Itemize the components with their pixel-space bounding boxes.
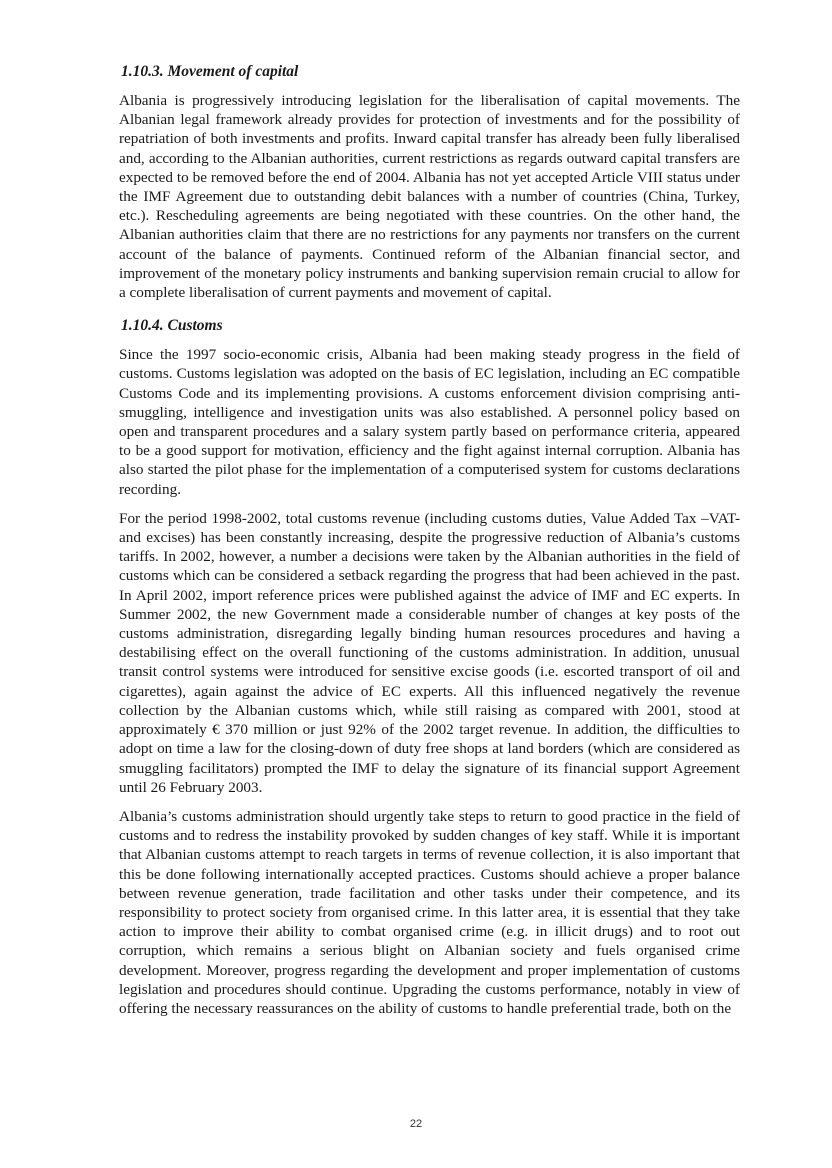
paragraph-customs-progress: Since the 1997 socio-economic crisis, Albania had been making steady progress in the field of customs. Customs legislation was adopted on the basis of EC legislation, including an EC compatible Customs Code and its implementing provisions. A customs enforcement division comprising anti-smuggling, intelligence and investigation units was also established. A personnel policy based on open and transparent procedures and a salary system partly based on performance criteria, appeared to be a good support for motivation, efficiency and the fight against internal corruption. Albania has also started the pilot phase for the implementation of a computerised system for customs declarations recording. [119, 346, 740, 498]
section-heading-movement-of-capital: 1.10.3. Movement of capital [121, 63, 299, 80]
paragraph-movement-of-capital: Albania is progressively introducing legislation for the liberalisation of capital movements. The Albanian legal framework already provides for protection of investments and for the possibility of repatriation of both investments and profits. Inward capital transfer has already been fully liberalised and, according to the Albanian authorities, current restrictions as regards outward capital transfers are expected to be removed before the end of 2004. Albania has not yet accepted Article VIII status under the IMF Agreement due to outstanding debit balances with a number of countries (China, Turkey, etc.). Rescheduling agreements are being negotiated with these countries. On the other hand, the Albanian authorities claim that there are no restrictions for any payments nor transfers on the current account of the balance of payments. Continued reform of the Albanian financial sector, and improvement of the monetary policy instruments and banking supervision remain crucial to allow for a complete liberalisation of current payments and movement of capital. [119, 92, 740, 302]
document-page [119, 62, 740, 1028]
page-number: 22 [409, 1118, 423, 1130]
paragraph-customs-recommendations: Albania’s customs administration should urgently take steps to return to good practice in the field of customs and to redress the instability provoked by sudden changes of key staff. While it is important that Albanian customs attempt to reach targets in terms of revenue collection, it is also important that this be done following internationally accepted practices. Customs should achieve a proper balance between revenue generation, trade facilitation and other tasks under their competence, and its responsibility to protect society from organised crime. In this latter area, it is essential that they take action to improve their ability to combat organised crime (e.g. in illicit drugs) and to root out corruption, which remains a serious blight on Albanian society and fuels organised crime development. Moreover, progress regarding the development and proper implementation of customs legislation and procedures should continue. Upgrading the customs performance, notably in view of offering the necessary reassurances on the ability of customs to handle preferential trade, both on the [119, 807, 740, 1017]
section-heading-customs: 1.10.4. Customs [121, 317, 223, 335]
paragraph-customs-revenue: For the period 1998-2002, total customs revenue (including customs duties, Value Added Tax –VAT- and excises) has been constantly increasing, despite the progressive reduction of Albania’s customs tariffs. In 2002, however, a number a decisions were taken by the Albanian authorities in the field of customs which can be considered a setback regarding the progress that had been achieved in the past. In April 2002, import reference prices were published against the advice of IMF and EC experts. In Summer 2002, the new Government made a considerable number of changes at key posts of the customs administration, disregarding legally binding human resources procedures and having a destabilising effect on the overall functioning of the customs administration. In addition, unusual transit control systems were introduced for sensitive excise goods (i.e. escorted transport of oil and cigarettes), again against the advice of EC experts. All this influenced negatively the revenue collection by the Albanian customs which, while still raising as compared with 2001, stood at approximately € 370 million or just 92% of the 2002 target revenue. In addition, the difficulties to adopt on time a law for the closing-down of duty free shops at land borders (which are considered as smuggling facilitators) prompted the IMF to delay the signature of its financial support Agreement until 26 February 2003. [119, 509, 740, 796]
